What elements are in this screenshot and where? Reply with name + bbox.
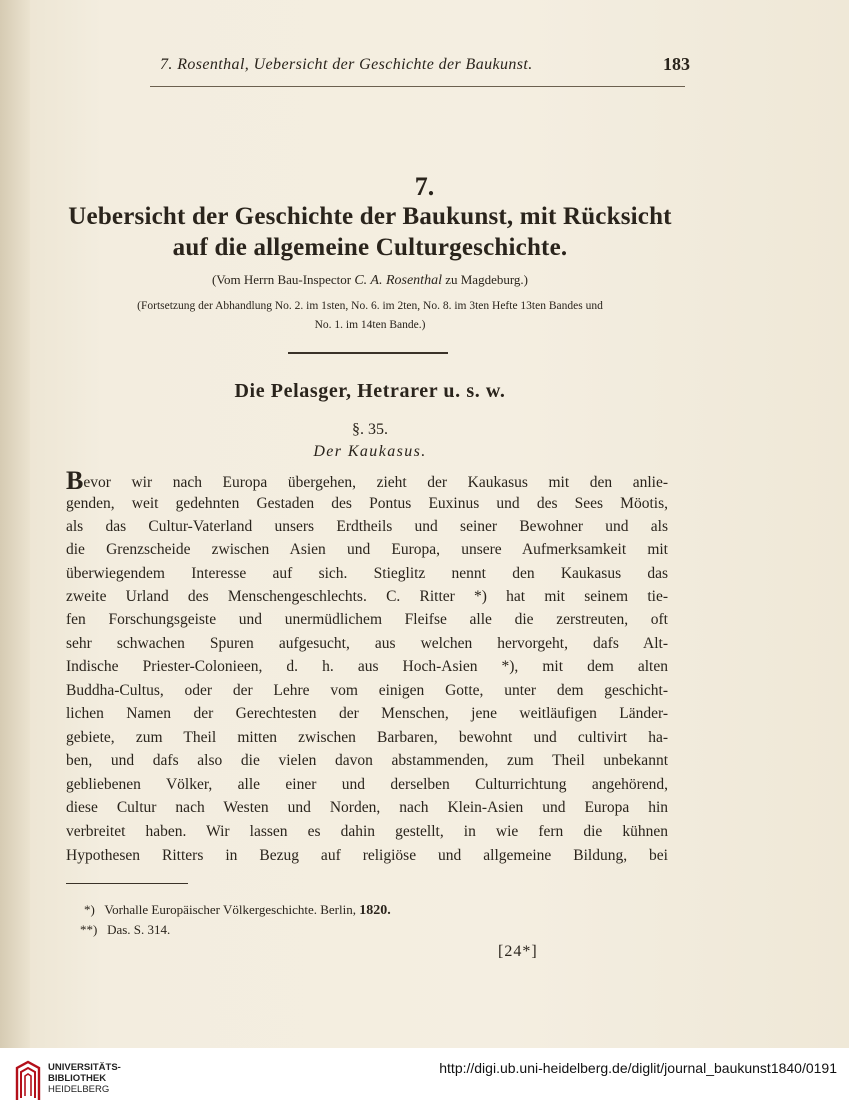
- university-library-logo-icon: [14, 1060, 42, 1102]
- footnote-mark: **): [80, 922, 98, 937]
- body-line: die Grenzscheide zwischen Asien und Europa, unsere Aufmerksamkeit mit: [66, 541, 668, 558]
- section-title: Die Pelasger, Hetrarer u. s. w.: [234, 380, 506, 402]
- article-title-line-1: Uebersicht der Geschichte der Baukunst, mit Rücksicht: [68, 203, 672, 230]
- section-divider: [288, 352, 448, 354]
- library-line-2: BIBLIOTHEK: [48, 1073, 107, 1084]
- continuation-line-1: (Fortsetzung der Abhandlung No. 2. im 1sten, No. 6. im 2ten, No. 8. im 3ten Hefte 13ten Bandes und: [137, 300, 603, 312]
- header-rule: [150, 86, 685, 87]
- footnote-text: Vorhalle Europäischer Völkergeschichte. Berlin,: [104, 902, 356, 917]
- subheading: Der Kaukasus.: [313, 443, 427, 460]
- byline-prefix: (Vom Herrn Bau-Inspector: [211, 272, 352, 287]
- body-line: lichen Namen der Gerechtesten der Menschen, jene weitläufigen Länder-: [66, 705, 668, 722]
- footnote-2: [80, 922, 170, 938]
- body-line: Indische Priester-Colonieen, d. h. aus Hoch-Asien *), mit dem alten: [66, 658, 668, 675]
- body-line: Buddha-Cultus, oder der Lehre vom einigen Gotte, unter dem geschicht-: [66, 682, 668, 699]
- page-gutter: [0, 0, 30, 1113]
- footnote-year: 1820.: [359, 903, 391, 918]
- library-line-3: HEIDELBERG: [48, 1084, 110, 1095]
- body-line: fen Forschungsgeiste und unermüdlichem Fleifse alle die zerstreuten, oft: [66, 611, 668, 628]
- article-title-line-2: auf die allgemeine Culturgeschichte.: [172, 234, 568, 261]
- body-line: sehr schwachen Spuren aufgesucht, aus welchen hervorgeht, dafs Alt-: [66, 635, 668, 652]
- body-line: zweite Urland des Menschengeschlechts. C. Ritter *) hat mit seinem tie-: [66, 588, 668, 605]
- library-line-1: UNIVERSITÄTS-: [48, 1062, 121, 1073]
- body-line: Hypothesen Ritters in Bezug auf religiöse und allgemeine Bildung, bei: [66, 847, 668, 864]
- body-line: überwiegendem Interesse auf sich. Stieglitz nennt den Kaukasus das: [66, 565, 668, 582]
- body-line: verbreitet haben. Wir lassen es dahin gestellt, in wie fern die kühnen: [66, 823, 668, 840]
- drop-cap: B: [66, 466, 84, 495]
- footnote-mark: *): [84, 902, 95, 917]
- footnote-rule: [66, 883, 188, 884]
- body-line: genden, weit gedehnten Gestaden des Pontus Euxinus und des Sees Möotis,: [66, 495, 668, 512]
- article-number: 7.: [414, 172, 435, 201]
- footnote-1: [84, 902, 391, 919]
- library-name: [48, 1062, 121, 1095]
- byline-author: C. A. Rosenthal: [354, 273, 442, 288]
- continuation-note: [70, 297, 670, 335]
- paragraph-number: §. 35.: [352, 421, 388, 438]
- body-line: gebliebenen Völker, alle einer und derselben Culturrichtung angehörend,: [66, 776, 668, 793]
- byline: [60, 272, 680, 289]
- viewer-footer: [0, 1048, 849, 1113]
- running-header: [160, 54, 690, 74]
- footnote-text: Das. S. 314.: [107, 922, 171, 937]
- page-url-link[interactable]: http://digi.ub.uni-heidelberg.de/diglit/journal_baukunst1840/0191: [439, 1060, 837, 1076]
- continuation-line-2: No. 1. im 14ten Bande.): [314, 319, 426, 331]
- byline-suffix: zu Magdeburg.): [445, 272, 529, 287]
- printer-signature: [24*]: [498, 943, 538, 960]
- body-line: als das Cultur-Vaterland unsers Erdtheils und seiner Bewohner und als: [66, 518, 668, 535]
- body-line: Bevor wir nach Europa übergehen, zieht der Kaukasus mit den anlie-: [66, 466, 668, 495]
- body-line: gebiete, zum Theil mitten zwischen Barbaren, bewohnt und cultivirt ha-: [66, 729, 668, 746]
- page-number: 183: [663, 54, 690, 74]
- running-title: 7. Rosenthal, Uebersicht der Geschichte der Baukunst.: [160, 56, 533, 73]
- body-line: ben, und dafs also die vielen davon abstammenden, zum Theil unbekannt: [66, 752, 668, 769]
- body-line: diese Cultur nach Westen und Norden, nach Klein-Asien und Europa hin: [66, 799, 668, 816]
